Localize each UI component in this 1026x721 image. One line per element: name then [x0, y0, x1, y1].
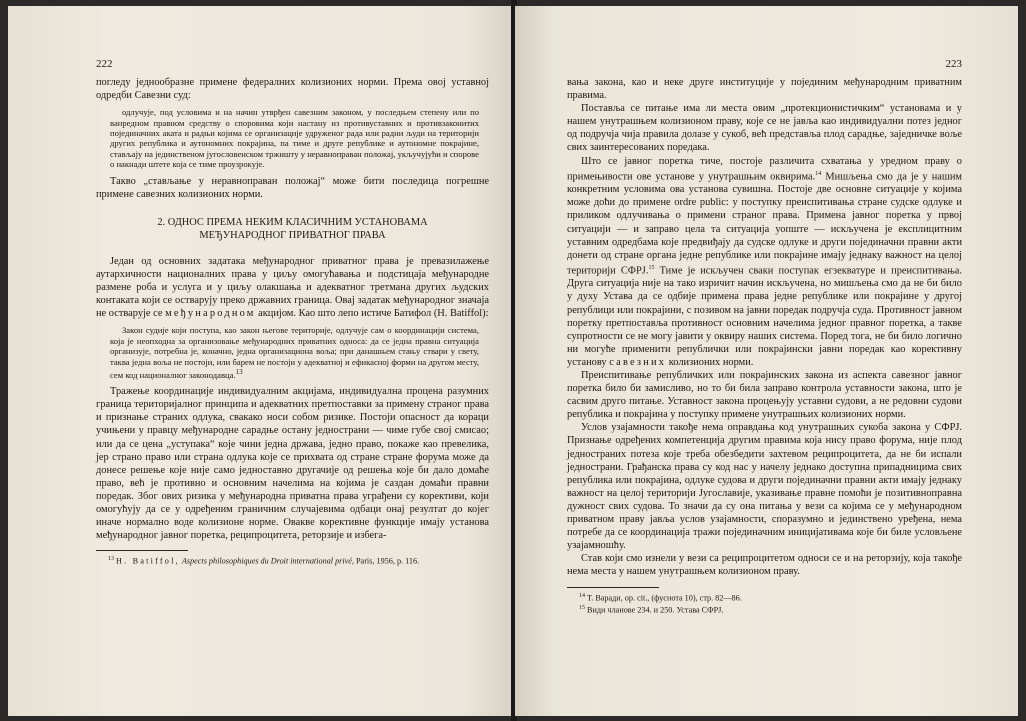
heading-line: 2. ОДНОС ПРЕМА НЕКИМ КЛАСИЧНИМ УСТАНОВАМА — [157, 216, 428, 228]
paragraph: Тражење координације индивидуалним акцијама, индивидуална процена разумних граница територијалног принципа и адекватних претпоставки за примену страног права и признање страних одлука, свакако носи собом ризике. Постоји опасност да кораци учињени у правцу међународне сарадње остану једнострани — чиме губе свој смисао; или да се цена „уступака“ које чини једна држава, једно право, покаже као превелика, јер страно право или страна одлука које се прихвата од стране стране форума може да донесе решење које није само једноставно другачије од решења које би дало домаће право, већ је противно и основним начелима на којима је саздан домаћи правни поредак. Због ових ризика у међународна приватна права уграђени су корективи, који омогућују да се у одређеним граничним случајевима одбаци онај резултат до којег иначе нормално воде колизионе норме. Овакве корективне функције имају установа међународног јавног поретка, реципроцитета, реторзије и избега- — [96, 386, 489, 542]
footnote-marker: 14 — [815, 170, 822, 177]
footnote-number: 15 — [579, 605, 585, 612]
footnote-marker: 13 — [235, 367, 243, 376]
text-run: Мишљења смо да је у нашим конкретним условима ова установа сувишна. Постоје две основне ситуације у којима може доћи до примене ordre public: у поступку преиспитивања стране судске одлуке и приликом одлучивања о примени страног права. Примена јавног поретка у првој ситуацији — и заправо цела та ситуација уопште — искључена је експлицитним уставним одредбама које предвиђају да судске одлуке и други појединачни правни акти донети од стране органа једне републике или покрајине имају једнаку важност на целој територији СФРЈ. — [567, 171, 962, 277]
footnote-number: 13 — [108, 556, 114, 563]
paragraph: Услов узајамности такође нема оправдања код унутрашњих сукоба закона у СФРЈ. Признање одређених компетенција другим правима која нису право форума, није плод једностраних потеза које треба обезбедити захтевом реципроцитета, да не би испали једнострани. Грађанска права су код нас у начелу једнако доступна припадницима свих република или покрајина, одлуке судова и други појединачни правни акти имају једнаку важност на целој територији Југославије, указивање правне помоћи је позитивноправна дужност свих судова. То значи да су она питања у вези са којима се у међународном приватном праву јавља услов узајамности, споразумно и јединствено уређена, нема потребе да се координација тражи појединачним иницијативама које би биле условљене узајамношћу. — [567, 422, 962, 552]
footnote-rule — [567, 587, 659, 588]
footnote-text: Т. Варади, op. cit., (фуснота 10), стр. 82—86. — [587, 593, 742, 603]
footnote-author: H. Batiffol, — [116, 557, 180, 567]
paragraph: вања закона, као и неке друге институције у појединим међународним приватним правима. — [567, 77, 962, 102]
paragraph: Став који смо изнели у вези са реципроцитетом односи се и на реторзију, која такође нема места у нашем унутрашњем колизионом праву. — [567, 553, 962, 578]
block-quote — [110, 325, 479, 380]
section-heading — [96, 216, 489, 242]
page-number: 223 — [945, 58, 962, 70]
paragraph — [96, 255, 489, 320]
footnote-number: 14 — [579, 592, 585, 599]
paragraph: Поставља се питање има ли места овим „протекционистичким“ установама и у нашем унутрашњем колизионом праву, које се не јавља као индивидуални потез једног од подручја чија правила долазе у сукоб, већ представља плод сарадње, заједничке воље свих заинтересованих поредака. — [567, 103, 962, 154]
footnote — [567, 603, 962, 616]
block-quote: одлучује, под условима и на начин утврђен савезним законом, у последњем степену или по ванредном правном средству о споровима који настану из противуставних и противзаконитих појединачних аката и радњи којима се организације удруженог рада или радни људи на територији других република и аутономних покрајина, па тиме и друге републике и аутономне покрајине, стављају на јединственом југословенском тржишту у неравноправан положај, укључујући и спорове о накнади штете која се тиме проузрокује. — [110, 107, 479, 170]
paragraph: погледу једнообразне примене федералних колизионих норми. Према овој уставној одредби Савезни суд: — [96, 77, 489, 102]
left-page — [8, 6, 513, 716]
footnote-text: Види чланове 234. и 250. Устава СФРЈ. — [587, 605, 724, 615]
paragraph — [567, 155, 962, 369]
paragraph: Такво „стављање у неравноправан положај“ може бити последица погрешне примене савезних колизионих норми. — [96, 175, 489, 200]
footnote-text: Paris, 1956, p. 116. — [356, 557, 420, 567]
paragraph: Преиспитивање републичких или покрајинских закона из аспекта савезног јавног поретка било би замисливо, но то би била заправо контрола уставности закона, што је сасвим друго питање. Уставност закона процењују уставни судови, а не редовни судови република и покрајина у поступку примене унутрашњих колизионих норми. — [567, 370, 962, 421]
text-run: колизионих норми. — [666, 356, 754, 368]
text-run: акцијом. Као што лепо истиче Батифол (H. Batiffol): — [255, 308, 489, 320]
quote-text: Закон судије који поступа, као закон његове територије, одлучује сам о координацији система, која је неопходна за организовање међународних приватних односа: да се једна правна ситуација организује, потребна је, коначно, једна организациона воља; при данашњем стању ствари у свету, таква једна воља не постоји, или барем не постоји у адекватној и ефикасној форми на другом месту, сем код националног законодавца. — [110, 325, 479, 380]
text-run: Што се јавног поретка тиче, постоје различита схватања у уредном праву о примењивости ове установе у унутрашњим оквирима. — [567, 155, 962, 183]
heading-line: МЕЂУНАРОДНОГ ПРИВАТНОГ ПРАВА — [199, 229, 386, 241]
spaced-word: међународном — [165, 308, 256, 320]
right-page — [515, 6, 1018, 716]
text-run: Тиме је искључен сваки поступак егзекватуре и преиспитивања. Друга ситуација није на тако изричит начин искључена, но мишљења смо да не би било у духу Устава да се одбије примена права једне републике или покрајине у другој републици или покрајини, с позивом на јавни поредак подручја суда. Противност јавном поретку претпоставља противност основним начелима једног правног поретка, а такве супротности се не могу јавити у оквиру наших система. Поред тога, не би било логично ни могуће применити републички или покрајински јавни поредак као корективну установу — [567, 265, 962, 368]
footnote-rule — [96, 550, 188, 551]
footnote-marker: 15 — [648, 264, 655, 271]
footnote — [567, 591, 962, 604]
footnote-title: Aspects philosophiques du Droit international privé, — [181, 557, 354, 567]
footnote — [96, 554, 489, 567]
text-run: Један од основних задатака међународног приватног права је превазилажење аутархичности националних права у циљу омогућавања и подстицаја међународне размене роба и услуга и у циљу олакшања и адекватног третмана других људских контаката који се остварују преко државних граница. Овај задатак међународног значаја не остварује се — [96, 255, 489, 320]
page-number: 222 — [96, 58, 113, 70]
spaced-word: савезних — [609, 356, 667, 368]
